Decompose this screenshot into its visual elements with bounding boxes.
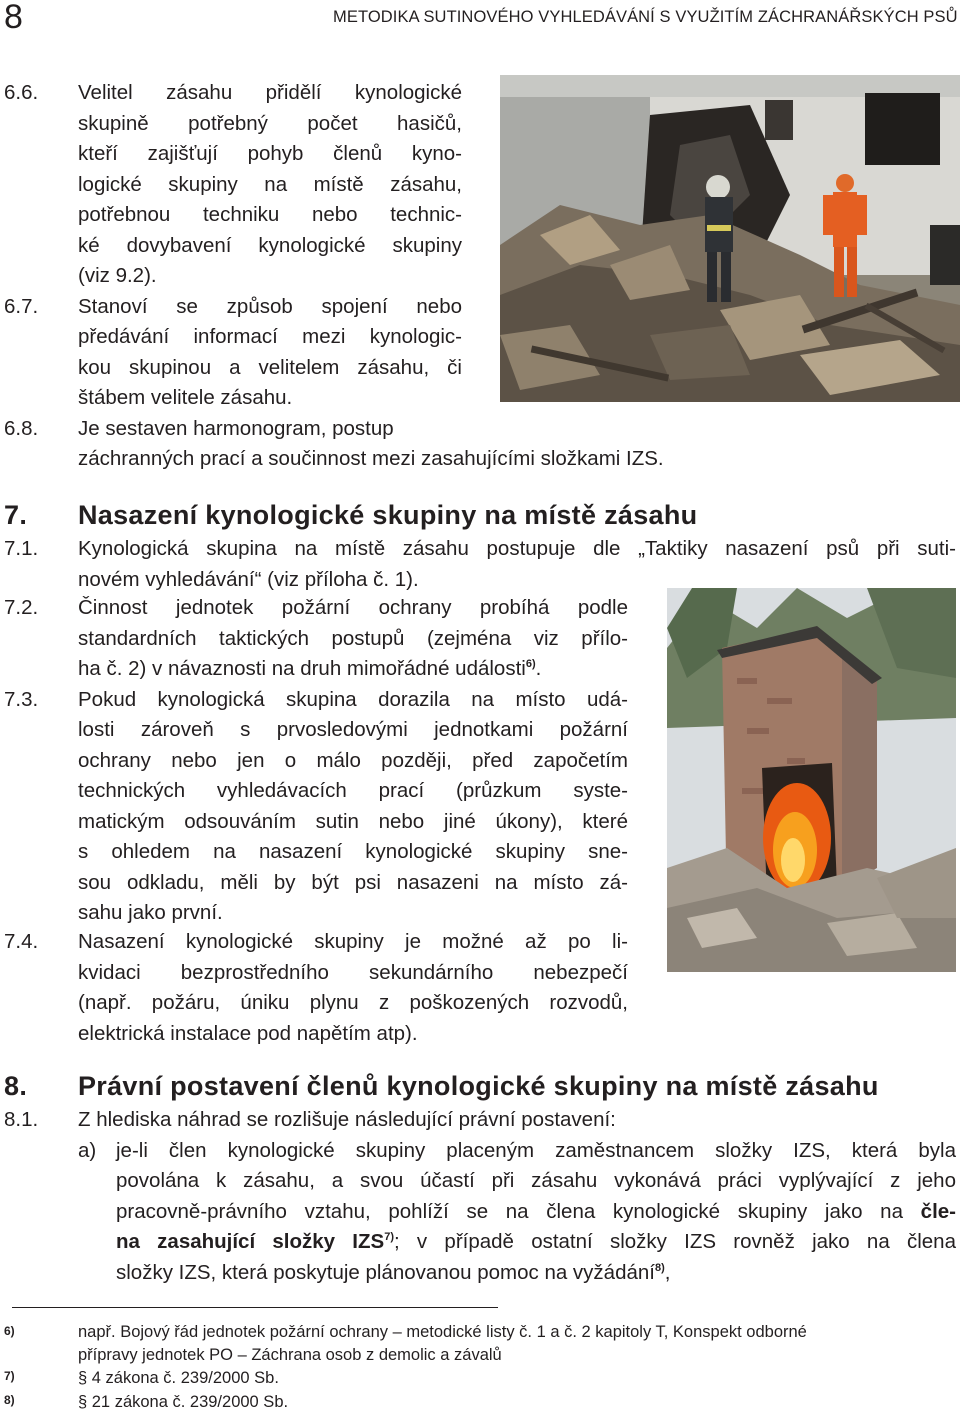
- section-6-7-line: kou skupinou a velitelem zásahu, či: [78, 355, 462, 379]
- footnote-ref-6: 6): [525, 658, 536, 670]
- section-7-4-line: elektrická instalace pod napětím atp).: [78, 1021, 418, 1045]
- footnote-text: § 21 zákona č. 239/2000 Sb.: [78, 1393, 289, 1411]
- item-a-text: pracovně-právního vztahu, pohlíží se na člena kynologické skupiny jako na: [116, 1199, 921, 1223]
- section-6-6-line: logické skupiny na místě zásahu,: [78, 172, 462, 196]
- section-7-4-line: kvidaci bezprostředního sekundárního nebezpečí: [78, 960, 628, 984]
- section-number-7-1: 7.1.: [4, 537, 39, 560]
- item-a-line: [116, 1227, 956, 1258]
- section-6-6-line: potřebnou techniku nebo technic-: [78, 203, 462, 226]
- collapsed-building-photo: [500, 75, 960, 402]
- section-6-7-line: Stanoví se způsob spojení nebo: [78, 294, 462, 318]
- section-6-8-line: Je sestaven harmonogram, postup: [78, 416, 394, 440]
- heading-number-8: 8.: [4, 1071, 28, 1101]
- running-header: METODIKA SUTINOVÉHO VYHLEDÁVÁNÍ S VYUŽITÍM ZÁCHRANÁŘSKÝCH PSŮ: [333, 8, 958, 26]
- section-number-8-1: 8.1.: [4, 1108, 39, 1131]
- item-a-text: ; v případě ostatní složky IZS rovněž jako na člena: [393, 1230, 956, 1253]
- section-7-3-line: technických vyhledávacích prací (průzkum syste-: [78, 779, 628, 802]
- section-7-3-line: matickým odsouváním sutin nebo jiné úkony), které: [78, 809, 628, 833]
- section-7-4-line: (např. požáru, úniku plynu z poškozených rozvodů,: [78, 991, 628, 1014]
- section-7-3-line: ochrany nebo jen o málo později, před započetím: [78, 748, 628, 772]
- section-8-1-intro: Z hlediska náhrad se rozlišuje následující právní postavení:: [78, 1108, 616, 1131]
- footnote-mark: 6): [4, 1324, 15, 1338]
- burning-house-photo: [667, 588, 956, 972]
- section-number-6-8: 6.8.: [4, 416, 39, 440]
- footnote-ref-8: 8): [655, 1261, 665, 1274]
- footnote-mark: 7): [4, 1369, 15, 1383]
- page-number: 8: [4, 0, 23, 36]
- section-7-2-last-line: [78, 654, 541, 685]
- section-number-6-6: 6.6.: [4, 81, 39, 104]
- section-7-1-line: Kynologická skupina na místě zásahu postupuje dle „Taktiky nasazení psů při suti-: [78, 537, 956, 560]
- heading-number-7: 7.: [4, 500, 28, 530]
- footnote-mark: 8): [4, 1393, 15, 1407]
- section-6-6-line: skupině potřebný počet hasičů,: [78, 111, 462, 135]
- section-7-3-line: losti zároveň s prvosledovými jednotkami požární: [78, 718, 628, 741]
- section-6-6-line: ké dovybavení kynologické skupiny: [78, 233, 462, 257]
- heading-8-title: Právní postavení členů kynologické skupiny na místě zásahu: [78, 1071, 879, 1101]
- section-7-3-line: Pokud kynologická skupina dorazila na místo udá-: [78, 687, 628, 711]
- footnote-separator: [12, 1307, 498, 1308]
- section-7-3-line: sou odkladu, měli by být psi nasazeni na místo zá-: [78, 870, 628, 894]
- section-6-7-line: předávání informací mezi kynologic-: [78, 325, 462, 348]
- item-a-tail: ,: [664, 1260, 671, 1284]
- section-number-7-4: 7.4.: [4, 930, 39, 953]
- section-6-6-line: Velitel zásahu přidělí kynologické: [78, 81, 462, 104]
- section-6-6-line: kteří zajišťují pohyb členů kyno-: [78, 142, 462, 165]
- item-a-line: [116, 1197, 956, 1228]
- section-number-7-2: 7.2.: [4, 596, 39, 619]
- section-7-1-line: novém vyhledávání“ (viz příloha č. 1).: [78, 567, 419, 591]
- heading-7-title: Nasazení kynologické skupiny na místě zásahu: [78, 500, 698, 530]
- section-6-7-line: štábem velitele zásahu.: [78, 386, 293, 409]
- section-7-2-text: ha č. 2) v návaznosti na druh mimořádné události: [78, 657, 526, 680]
- item-a-bold: čle-: [920, 1199, 956, 1223]
- item-a-bold: na zasahující složky IZS: [116, 1230, 385, 1253]
- item-a-label: a): [78, 1138, 97, 1162]
- section-number-6-7: 6.7.: [4, 294, 39, 318]
- section-6-6-line: (viz 9.2).: [78, 264, 157, 287]
- section-7-2-line: Činnost jednotek požární ochrany probíhá podle: [78, 596, 628, 619]
- item-a-line: je-li člen kynologické skupiny placeným zaměstnancem složky IZS, která byla: [116, 1138, 956, 1162]
- footnote-text: např. Bojový řád jednotek požární ochrany – metodické listy č. 1 a č. 2 kapitoly T, Konspekt odborné: [78, 1323, 807, 1341]
- footnote-text: přípravy jednotek PO – Záchrana osob z demolic a závalů: [78, 1346, 502, 1364]
- section-6-8-line: záchranných prací a součinnost mezi zasahujícími složkami IZS.: [78, 447, 664, 470]
- item-a-text: složky IZS, která poskytuje plánovanou pomoc na vyžádání: [116, 1260, 655, 1284]
- section-number-7-3: 7.3.: [4, 687, 39, 711]
- section-7-2-tail: .: [535, 657, 542, 680]
- footnote-ref-7: 7): [384, 1231, 394, 1243]
- item-a-line: povolána k zásahu, a svou účastí při zásahu vykonává práci vyplývající z jeho: [116, 1169, 956, 1192]
- footnote-text: § 4 zákona č. 239/2000 Sb.: [78, 1369, 279, 1387]
- section-7-4-line: Nasazení kynologické skupiny je možné až po li-: [78, 930, 628, 953]
- section-7-3-line: s ohledem na nasazení kynologické skupiny sne-: [78, 840, 628, 863]
- section-7-3-line: sahu jako první.: [78, 901, 223, 924]
- item-a-line: [116, 1258, 670, 1289]
- section-7-2-line: standardních taktických postupů (zejména viz přílo-: [78, 626, 628, 650]
